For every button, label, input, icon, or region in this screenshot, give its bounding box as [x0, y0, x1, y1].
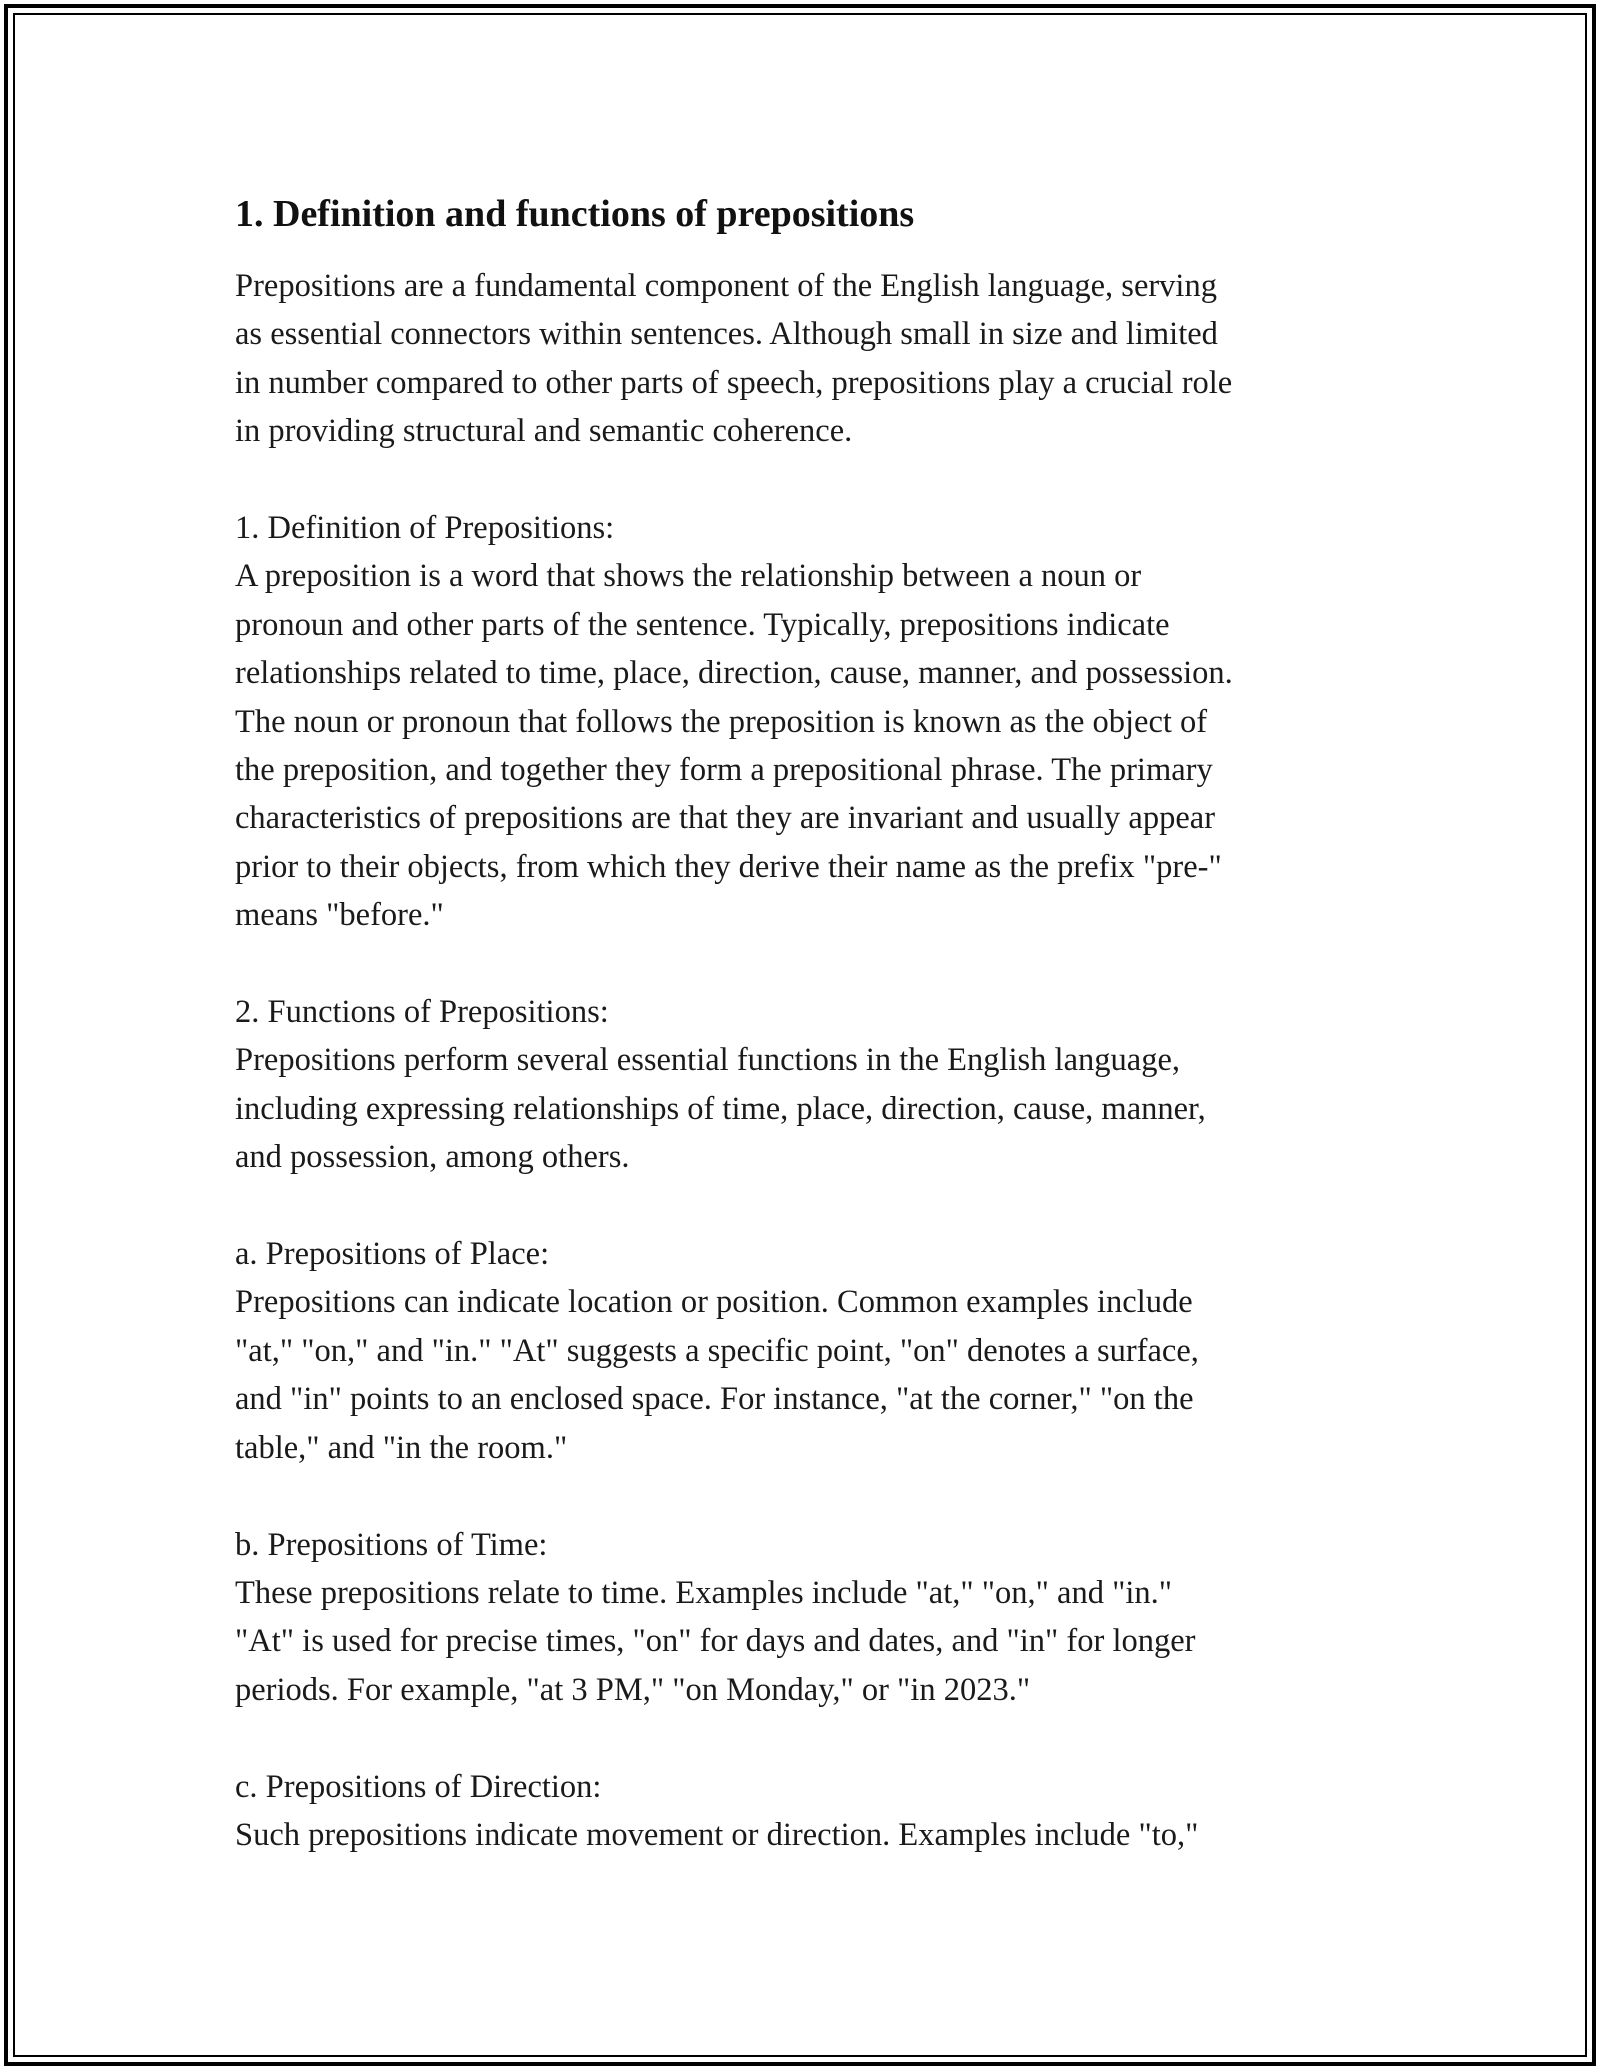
document-title: 1. Definition and functions of prepositions [235, 193, 915, 235]
text-line: including expressing relationships of time, place, direction, cause, manner, [235, 1090, 1206, 1127]
text-line: prior to their objects, from which they derive their name as the prefix "pre-" [235, 848, 1222, 885]
place-section [235, 1230, 1375, 1472]
time-heading: b. Prepositions of Time: [235, 1526, 548, 1563]
text-line: in providing structural and semantic coherence. [235, 413, 853, 450]
place-heading: a. Prepositions of Place: [235, 1236, 550, 1273]
text-line: in number compared to other parts of speech, prepositions play a crucial role [235, 364, 1233, 401]
text-line: periods. For example, "at 3 PM," "on Monday," or "in 2023." [235, 1671, 1031, 1708]
text-line: Prepositions are a fundamental component of the English language, serving [235, 268, 1217, 304]
functions-section [235, 988, 1375, 1182]
text-line: characteristics of prepositions are that they are invariant and usually appear [235, 800, 1216, 837]
definition-heading: 1. Definition of Prepositions: [235, 510, 615, 547]
time-section [235, 1521, 1375, 1715]
text-line: and "in" points to an enclosed space. For instance, "at the corner," "on the [235, 1381, 1194, 1418]
text-line: as essential connectors within sentences. Although small in size and limited [235, 316, 1218, 353]
text-line: Such prepositions indicate movement or direction. Examples include "to," [235, 1816, 1199, 1853]
text-line: the preposition, and together they form a prepositional phrase. The primary [235, 752, 1213, 789]
text-line: table," and "in the room." [235, 1429, 568, 1466]
functions-heading: 2. Functions of Prepositions: [235, 994, 609, 1031]
definition-section [235, 504, 1375, 940]
text-line: "at," "on," and "in." "At" suggests a specific point, "on" denotes a surface, [235, 1332, 1199, 1369]
text-line: relationships related to time, place, direction, cause, manner, and possession. [235, 655, 1233, 692]
text-line: and possession, among others. [235, 1139, 630, 1176]
document-body [235, 188, 1375, 1908]
intro-paragraph [235, 262, 1375, 456]
text-line: Prepositions perform several essential functions in the English language, [235, 1042, 1180, 1079]
text-line: The noun or pronoun that follows the preposition is known as the object of [235, 703, 1208, 740]
text-line: A preposition is a word that shows the relationship between a noun or [235, 558, 1142, 595]
text-line: pronoun and other parts of the sentence. Typically, prepositions indicate [235, 606, 1170, 643]
direction-heading: c. Prepositions of Direction: [235, 1768, 602, 1805]
text-line: means "before." [235, 897, 444, 934]
text-line: Prepositions can indicate location or position. Common examples include [235, 1284, 1193, 1321]
direction-section [235, 1763, 1375, 1860]
text-line: These prepositions relate to time. Examples include "at," "on," and "in." [235, 1574, 1173, 1611]
text-line: "At" is used for precise times, "on" for days and dates, and "in" for longer [235, 1623, 1196, 1660]
